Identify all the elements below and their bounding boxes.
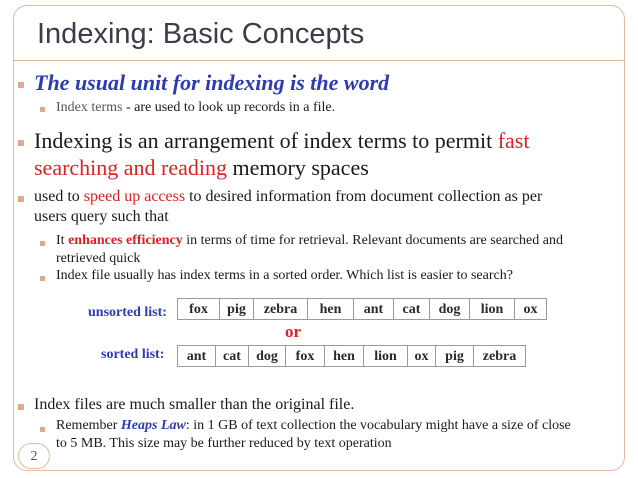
bullet-speed-up-access-line2: users query such that (34, 208, 169, 225)
slide-title: Indexing: Basic Concepts (37, 18, 365, 50)
unsorted-list-cell: zebra (253, 298, 307, 320)
bullet-square-icon (40, 241, 45, 246)
bullet-square-icon (40, 427, 45, 432)
unsorted-list-cell: pig (219, 298, 253, 320)
sorted-list-cell: lion (363, 345, 407, 367)
unsorted-list-cell: lion (469, 298, 514, 320)
bullet-enhances-efficiency: It enhances efficiency in terms of time for retrieval. Relevant documents are searched and (56, 233, 563, 248)
bullet-square-icon (18, 196, 24, 202)
page-number: 2 (18, 443, 50, 469)
or-label: or (285, 322, 302, 341)
bullet-unit-of-indexing: The usual unit for indexing is the word (34, 70, 390, 95)
bullet-index-terms: Index terms - are used to look up records in a file. (56, 100, 336, 115)
unsorted-list-cell: fox (177, 298, 219, 320)
sorted-list (177, 345, 526, 367)
bullet-square-icon (40, 276, 45, 281)
bullet-square-icon (18, 82, 24, 88)
sorted-list-cell: ox (407, 345, 435, 367)
sorted-list-label: sorted list: (101, 347, 165, 362)
sorted-list-cell: fox (285, 345, 324, 367)
unsorted-list (177, 298, 547, 320)
unsorted-list-cell: ox (514, 298, 547, 320)
bullet-square-icon (40, 107, 45, 112)
bullet-index-files-smaller: Index files are much smaller than the original file. (34, 396, 355, 413)
unsorted-list-cell: ant (353, 298, 393, 320)
unsorted-list-cell: hen (307, 298, 353, 320)
sorted-list-cell: ant (177, 345, 215, 367)
bullet-square-icon (18, 140, 24, 146)
sorted-list-cell: hen (324, 345, 363, 367)
bullet-heaps-law: Remember Heaps Law: in 1 GB of text collection the vocabulary might have a size of close (56, 418, 571, 433)
sorted-list-cell: cat (215, 345, 248, 367)
bullet-indexing-arrangement: Indexing is an arrangement of index terms to permit fast (34, 128, 530, 153)
title-divider (14, 60, 624, 61)
sorted-list-cell: dog (248, 345, 285, 367)
bullet-heaps-law-line2: to 5 MB. This size may be further reduced by text operation (56, 436, 392, 451)
unsorted-list-cell: dog (429, 298, 469, 320)
unsorted-list-label: unsorted list: (88, 305, 167, 320)
unsorted-list-cell: cat (393, 298, 429, 320)
bullet-sorted-order: Index file usually has index terms in a sorted order. Which list is easier to search? (56, 268, 513, 283)
bullet-enhances-efficiency-line2: retrieved quick (56, 251, 141, 266)
sorted-list-cell: pig (435, 345, 473, 367)
sorted-list-cell: zebra (473, 345, 526, 367)
bullet-speed-up-access: used to speed up access to desired information from document collection as per (34, 188, 543, 205)
bullet-indexing-arrangement-line2: searching and reading memory spaces (34, 155, 369, 180)
bullet-square-icon (18, 404, 24, 410)
